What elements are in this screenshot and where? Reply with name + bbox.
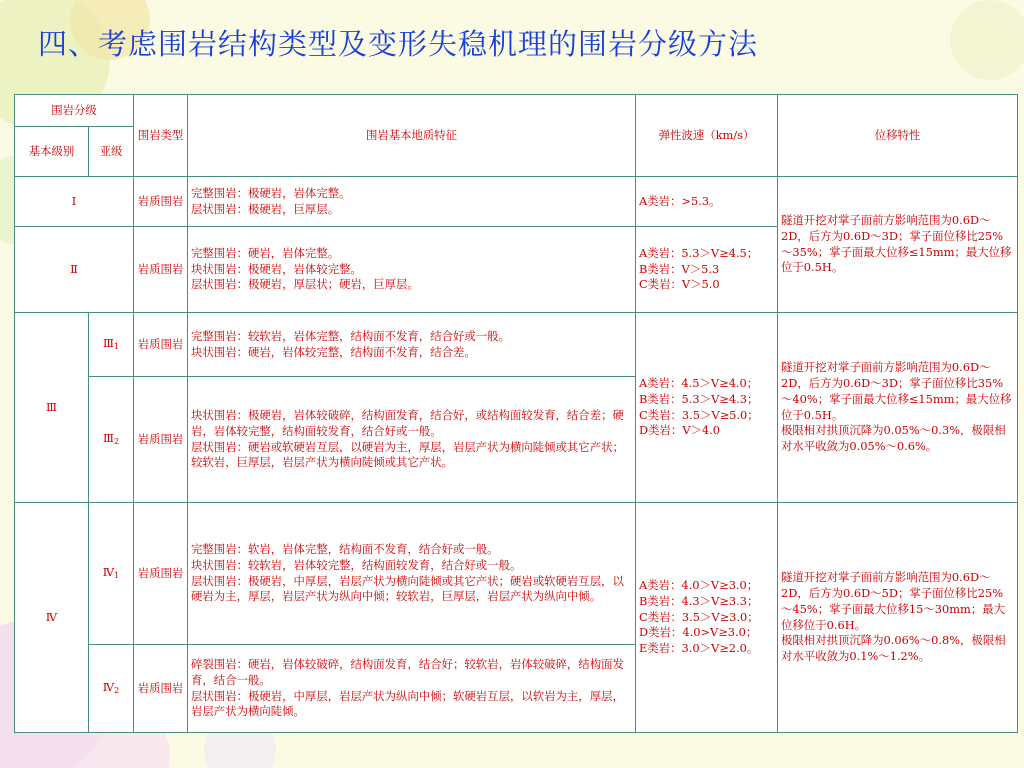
grade-ii-velocity-line: B类岩：V＞5.3: [639, 261, 720, 276]
grade-iv-velocity-line: C类岩：3.5＞V≥3.0；: [639, 609, 759, 624]
grade-iii1-type: 岩质围岩: [134, 313, 188, 377]
grade-iv2-type: 岩质围岩: [134, 645, 188, 733]
grade-iii-velocity-line: C类岩：3.5＞V≥5.0；: [639, 407, 759, 422]
subgrade-iii2-numeral: Ⅲ: [102, 431, 114, 446]
subgrade-iii1-index: 1: [113, 342, 120, 352]
grade-iii1-feature-line: 块状围岩：硬岩，岩体较完整，结构面不发育，结合差。: [191, 344, 476, 359]
grade-ii-feature-line: 块状围岩：极硬岩，岩体较完整。: [191, 261, 362, 276]
grade-ii-feature-line: 层状围岩：极硬岩，厚层状；硬岩，巨厚层。: [191, 277, 419, 292]
header-features: 围岩基本地质特征: [188, 95, 636, 177]
grade-ii-feature-line: 完整围岩：硬岩，岩体完整。: [191, 245, 340, 260]
grade-ii-velocity-line: A类岩：5.3＞V≥4.5；: [639, 245, 759, 260]
subgrade-iv2-label: [89, 645, 134, 733]
header-type: 围岩类型: [134, 95, 188, 177]
grade-iv1-type: 岩质围岩: [134, 503, 188, 645]
grade-iv-velocity-line: D类岩：4.0>V≥3.0；: [639, 625, 758, 640]
header-basic-grade: 基本级别: [15, 127, 89, 177]
grade-i-feature-line: 层状围岩：极硬岩，巨厚层。: [191, 201, 340, 216]
grade-iv-velocity-line: A类岩：4.0＞V≥3.0；: [639, 577, 759, 592]
subgrade-iv1-numeral: Ⅳ: [102, 565, 115, 580]
grade-i-ii-displacement: 隧道开挖对掌子面前方影响范围为0.6D～2D，后方为0.6D～3D；掌子面位移比25%～35%；掌子面最大位移≤15mm；最大位移位于0.5H。: [778, 177, 1018, 313]
grade-iii-velocity-line: D类岩：V＞4.0: [639, 423, 721, 438]
subgrade-iii2-label: [89, 377, 134, 503]
grade-iv1-features: [188, 503, 636, 645]
grade-iv-velocity: [636, 503, 778, 733]
header-velocity: 弹性波速（km/s）: [636, 95, 778, 177]
grade-i-velocity-line: A类岩：>5.3。: [639, 193, 721, 208]
grade-iii2-feature-line: 层状围岩：硬岩或软硬岩互层，以硬岩为主，厚层，岩层产状为横向陡倾或其它产状；较软岩，巨厚层，岩层产状为横向陡倾或其它产状。: [191, 439, 624, 470]
subgrade-iii1-numeral: Ⅲ: [102, 336, 114, 351]
rock-classification-table: [14, 94, 1018, 733]
grade-iii2-features: [188, 377, 636, 503]
header-grade: 围岩分级: [15, 95, 134, 127]
slide-title: 四、考虑围岩结构类型及变形失稳机理的围岩分级方法: [38, 27, 759, 61]
grade-iii-displacement: [778, 313, 1018, 503]
header-sub-grade: 亚级: [89, 127, 134, 177]
grade-iv-velocity-line: E类岩：3.0＞V≥2.0。: [639, 641, 759, 656]
grade-ii-features: [188, 227, 636, 313]
grade-i-label: Ⅰ: [15, 177, 134, 227]
grade-iv-label: Ⅳ: [15, 503, 89, 733]
grade-iv-velocity-line: B类岩：4.3＞V≥3.3；: [639, 593, 759, 608]
grade-ii-velocity: [636, 227, 778, 313]
grade-iii-displacement-line: 极限相对拱顶沉降为0.05%～0.3%，极限相对水平收敛为0.05%～0.6%。: [781, 423, 1006, 454]
grade-iv1-feature-line: 层状围岩：极硬岩，中厚层，岩层产状为横向陡倾或其它产状；硬岩或软硬岩互层，以硬岩为主，厚层，岩层产状为纵向中倾；较软岩，巨厚层，岩层产状为纵向中倾。: [191, 573, 624, 604]
grade-i-features: [188, 177, 636, 227]
subgrade-iv2-index: 2: [114, 686, 120, 696]
grade-iii-velocity: [636, 313, 778, 503]
header-displacement: 位移特性: [778, 95, 1018, 177]
grade-ii-velocity-line: C类岩：V＞5.0: [639, 277, 720, 292]
subgrade-iii1-label: [89, 313, 134, 377]
grade-i-velocity: [636, 177, 778, 227]
grade-i-feature-line: 完整围岩：极硬岩，岩体完整。: [191, 185, 351, 200]
grade-iii2-type: 岩质围岩: [134, 377, 188, 503]
grade-iv-displacement: [778, 503, 1018, 733]
subgrade-iii2-index: 2: [113, 437, 120, 447]
subgrade-iv2-numeral: Ⅳ: [102, 680, 115, 695]
grade-iv1-feature-line: 块状围岩：较软岩，岩体较完整，结构面较发育，结合好或一般。: [191, 557, 522, 572]
grade-iv-displacement-line: 极限相对拱顶沉降为0.06%～0.8%，极限相对水平收敛为0.1%～1.2%。: [781, 633, 1006, 664]
grade-ii-type: 岩质围岩: [134, 227, 188, 313]
grade-iv2-features: [188, 645, 636, 733]
grade-iii-velocity-line: A类岩：4.5＞V≥4.0；: [639, 375, 759, 390]
grade-iv2-feature-line: 碎裂围岩：硬岩，岩体较破碎，结构面发育，结合好；较软岩，岩体较破碎，结构面发育，结合一般。: [191, 656, 624, 687]
grade-iii-velocity-line: B类岩：5.3＞V≥4.3；: [639, 391, 759, 406]
grade-iv1-feature-line: 完整围岩：软岩，岩体完整，结构面不发育，结合好或一般。: [191, 541, 499, 556]
grade-iii1-feature-line: 完整围岩：较软岩，岩体完整，结构面不发育，结合好或一般。: [191, 328, 510, 343]
grade-iii1-features: [188, 313, 636, 377]
grade-iii-displacement-line: 隧道开挖对掌子面前方影响范围为0.6D～2D，后方为0.6D～3D；掌子面位移比35%～40%；掌子面最大位移≤15mm；最大位移位于0.5H。: [781, 359, 1012, 422]
grade-ii-label: Ⅱ: [15, 227, 134, 313]
grade-iii-label: Ⅲ: [15, 313, 89, 503]
grade-i-type: 岩质围岩: [134, 177, 188, 227]
grade-iii2-feature-line: 块状围岩：极硬岩，岩体较破碎，结构面发育，结合好，或结构面较发育，结合差；硬岩，岩体较完整，结构面较发育，结合好或一般。: [191, 407, 624, 438]
grade-iv2-feature-line: 层状围岩：极硬岩，中厚层，岩层产状为纵向中倾；软硬岩互层，以软岩为主，厚层，岩层产状为横向陡倾。: [191, 688, 624, 719]
subgrade-iv1-index: 1: [114, 571, 120, 581]
grade-iv-displacement-line: 隧道开挖对掌子面前方影响范围为0.6D～2D，后方为0.6D～5D；掌子面位移比25%～45%；掌子面最大位移15～30mm；最大位移位于0.6H。: [781, 569, 1006, 632]
subgrade-iv1-label: [89, 503, 134, 645]
